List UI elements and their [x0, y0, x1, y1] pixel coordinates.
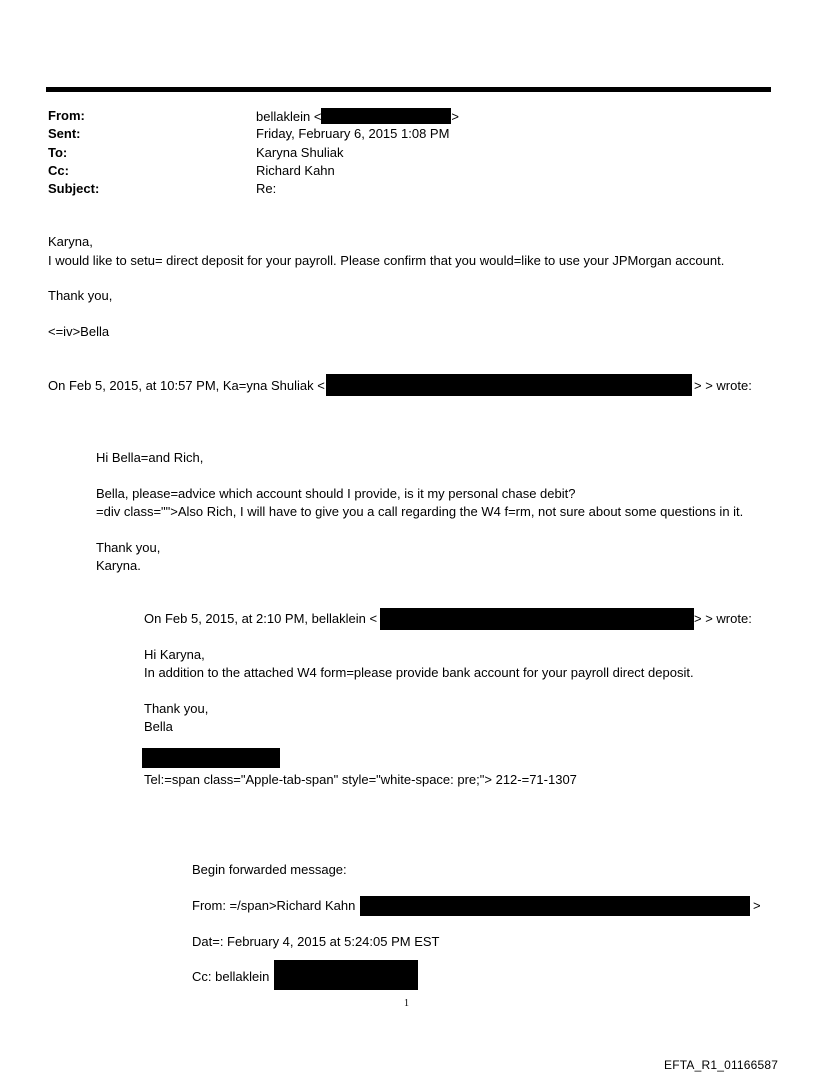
reply1-greeting: Hi Bella=and Rich, — [96, 450, 204, 465]
from-value — [256, 108, 459, 125]
redacted-email — [321, 108, 451, 124]
to-label: To: — [48, 145, 68, 160]
body-signoff: <=iv>Bella — [48, 324, 110, 339]
forwarded-from-suffix: > — [753, 898, 761, 913]
cc-label: Cc: — [48, 163, 69, 178]
redacted-email — [380, 608, 694, 630]
redacted-email — [326, 374, 692, 396]
reply2-line1: In addition to the attached W4 form=please provide bank account for your payroll direct deposit. — [144, 665, 694, 680]
reply1-name: Karyna. — [96, 558, 141, 573]
subject-label: Subject: — [48, 181, 100, 196]
from-name: bellaklein < — [256, 109, 322, 124]
from-close: > — [451, 109, 459, 124]
from-label: From: — [48, 108, 85, 123]
redacted-signature-block — [142, 748, 280, 768]
sent-label: Sent: — [48, 126, 81, 141]
forwarded-from-prefix: From: =/span>Richard Kahn — [192, 898, 356, 913]
reply2-quote-prefix: On Feb 5, 2015, at 2:10 PM, bellaklein < — [144, 611, 378, 626]
reply2-thanks: Thank you, — [144, 701, 209, 716]
reply2-greeting: Hi Karyna, — [144, 647, 205, 662]
reply2-name: Bella — [144, 719, 173, 734]
subject-value: Re: — [256, 181, 277, 196]
header-rule — [46, 87, 771, 92]
forwarded-date: Dat=: February 4, 2015 at 5:24:05 PM EST — [192, 934, 440, 949]
redacted-email — [360, 896, 750, 916]
reply2-quote-suffix: > > wrote: — [694, 611, 752, 626]
quote1-prefix: On Feb 5, 2015, at 10:57 PM, Ka=yna Shuliak < — [48, 378, 325, 393]
body-line1: I would like to setu= direct deposit for your payroll. Please confirm that you would=like to use your JPMorgan account. — [48, 253, 725, 268]
cc-value: Richard Kahn — [256, 163, 335, 178]
redacted-email — [274, 960, 418, 990]
quote1-suffix: > > wrote: — [694, 378, 752, 393]
forwarded-title: Begin forwarded message: — [192, 862, 347, 877]
to-value: Karyna Shuliak — [256, 145, 344, 160]
reply2-tel: Tel:=span class="Apple-tab-span" style="white-space: pre;"> 212-=71-1307 — [144, 772, 577, 787]
body-thanks: Thank you, — [48, 288, 113, 303]
reply1-line2: =div class="">Also Rich, I will have to give you a call regarding the W4 f=rm, not sure about some questions in it. — [96, 504, 744, 519]
body-greeting: Karyna, — [48, 234, 93, 249]
page-number: 1 — [404, 998, 409, 1009]
reply1-thanks: Thank you, — [96, 540, 161, 555]
sent-value: Friday, February 6, 2015 1:08 PM — [256, 126, 450, 141]
document-id: EFTA_R1_01166587 — [664, 1058, 779, 1072]
reply1-line1: Bella, please=advice which account should I provide, is it my personal chase debit? — [96, 486, 576, 501]
forwarded-cc-prefix: Cc: bellaklein — [192, 969, 270, 984]
